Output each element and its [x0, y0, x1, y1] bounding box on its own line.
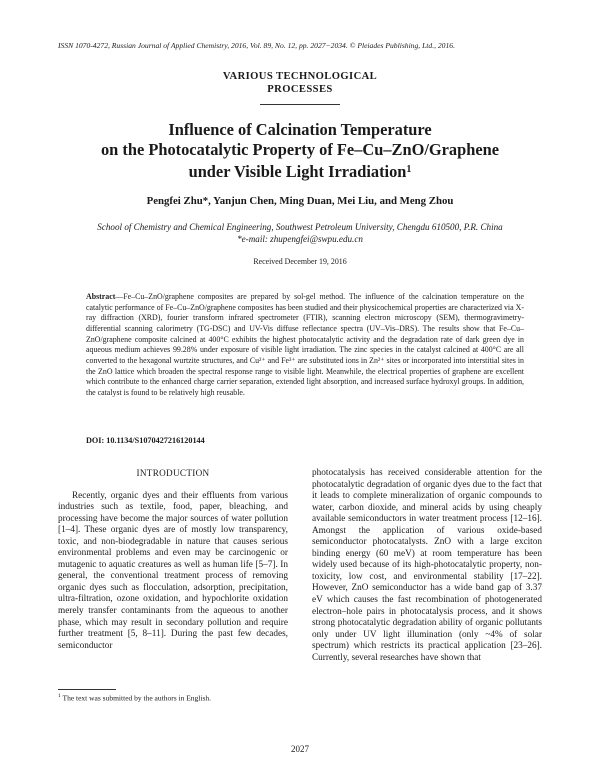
title-line3-text: under Visible Light Irradiation: [188, 162, 407, 181]
abstract: [86, 292, 524, 399]
introduction-heading: INTRODUCTION: [136, 468, 210, 478]
intro-paragraph-left: Recently, organic dyes and their effluents from various industries such as textile, food, paper, bleaching, and processing have become the major sources of water pollution [1–4]. These organic dyes are of mostly low transparency, toxic, and non-biodegradable in nature that causes serious environmental problems and even may be carcinogenic or mutagenic to aquatic creatures as well as human life [5–7]. In general, the conventional treatment process of removing organic dyes such as flocculation, adsorption, precipitation, ultra-filtration, ozone oxidation, and hypochlorite oxidation merely transfer contaminants from the aqueous to another phase, which may result in secondary pollution and require further treatment [5, 8–11]. During the past few decades, semiconductor: [58, 490, 288, 651]
section-heading-line1: VARIOUS TECHNOLOGICAL: [222, 71, 378, 82]
page-number: 2027: [291, 744, 309, 754]
abstract-text: —Fe–Cu–ZnO/graphene composites are prepared by sol-gel method. The influence of the calcination temperature on the catalytic performance of Fe–Cu–ZnO/graphene composites has been studied and their physicochemical properties are characterized via X-ray diffraction (XRD), fourier transform infrared spectrometer (FTIR), scanning electron microscopy (SEM), thermogravimetry-differential scanning calorimetry (TG-DSC) and UV-Vis diffuse reflectance spectra (UV–Vis–DRS). The results show that Fe–Cu–ZnO/graphene composite calcined at 400°C exhibits the highest photocatalytic activity and the degradation rate of dark green dye in aqueous medium achieves 99.28% under exposure of visible light irradiation. The zinc species in the catalyst calcined at 400°C are all converted to the hexagonal wurtzite structures, and Cu²⁺ and Fe³⁺ are substituted ions in Zn²⁺ sites or incorporated into interstitial sites in the ZnO lattice which broaden the spectral response range to visible light. Meanwhile, the electrical properties of graphene are excellent which contribute to the enhanced charge carrier separation, extended light absorption, and increased surface hydroxyl groups. In addition, the catalyst is found to be relatively high reusable.: [86, 292, 524, 397]
received-date: Received December 19, 2016: [253, 257, 347, 266]
section-divider: [260, 104, 340, 105]
abstract-label: Abstract: [86, 292, 116, 301]
title-line1: Influence of Calcination Temperature: [168, 120, 432, 139]
affiliation: School of Chemistry and Chemical Engineering, Southwest Petroleum University, Chengdu 610500, P.R. China: [97, 222, 503, 232]
contact-email: *e-mail: zhupengfei@swpu.edu.cn: [237, 234, 363, 244]
title-line3: [0, 160, 600, 181]
title-footnote-mark: 1: [406, 164, 412, 175]
footnote-text: The text was submitted by the authors in English.: [60, 693, 212, 703]
section-heading-line2: PROCESSES: [267, 84, 333, 95]
footnote-divider: [58, 689, 116, 690]
left-column: [58, 468, 288, 652]
right-column: [312, 468, 542, 664]
author-list: Pengfei Zhu*, Yanjun Chen, Ming Duan, Mei Liu, and Meng Zhou: [146, 195, 454, 207]
footnote: [58, 693, 211, 703]
title-line2: on the Photocatalytic Property of Fe–Cu–ZnO/Graphene: [100, 140, 500, 159]
intro-paragraph-right: photocatalysis has received considerable attention for the photocatalytic degradation of organic dyes due to the fact that it leads to complete mineralization of organic compounds to water, carbon dioxide, and mineral acids by using cheaply available semiconductors in water treatment process [12–16]. Amongst the application of various oxide-based semiconductor photocatalysts. ZnO with a large exciton binding energy (60 meV) at room temperature has been widely used because of its high-photocatalytic property, non-toxicity, low cost, and environmental stability [17–22]. However, ZnO semiconductor has a wide band gap of 3.37 eV which causes the fast recombination of photogenerated electron–hole pairs in photocatalysis process, and it shows strong photocatalytic degradation ability of organic pollutants only under UV light illumination (only ~4% of solar spectrum) which restricts its practical application [23–26]. Currently, several researches have shown that: [312, 468, 542, 663]
journal-citation: ISSN 1070-4272, Russian Journal of Applied Chemistry, 2016, Vol. 89, No. 12, pp. 2027−2034. © Pleiades Publishing, Ltd., 2016.: [58, 41, 455, 50]
doi: DOI: 10.1134/S1070427216120144: [86, 436, 205, 445]
footnote-mark: 1: [58, 693, 61, 699]
